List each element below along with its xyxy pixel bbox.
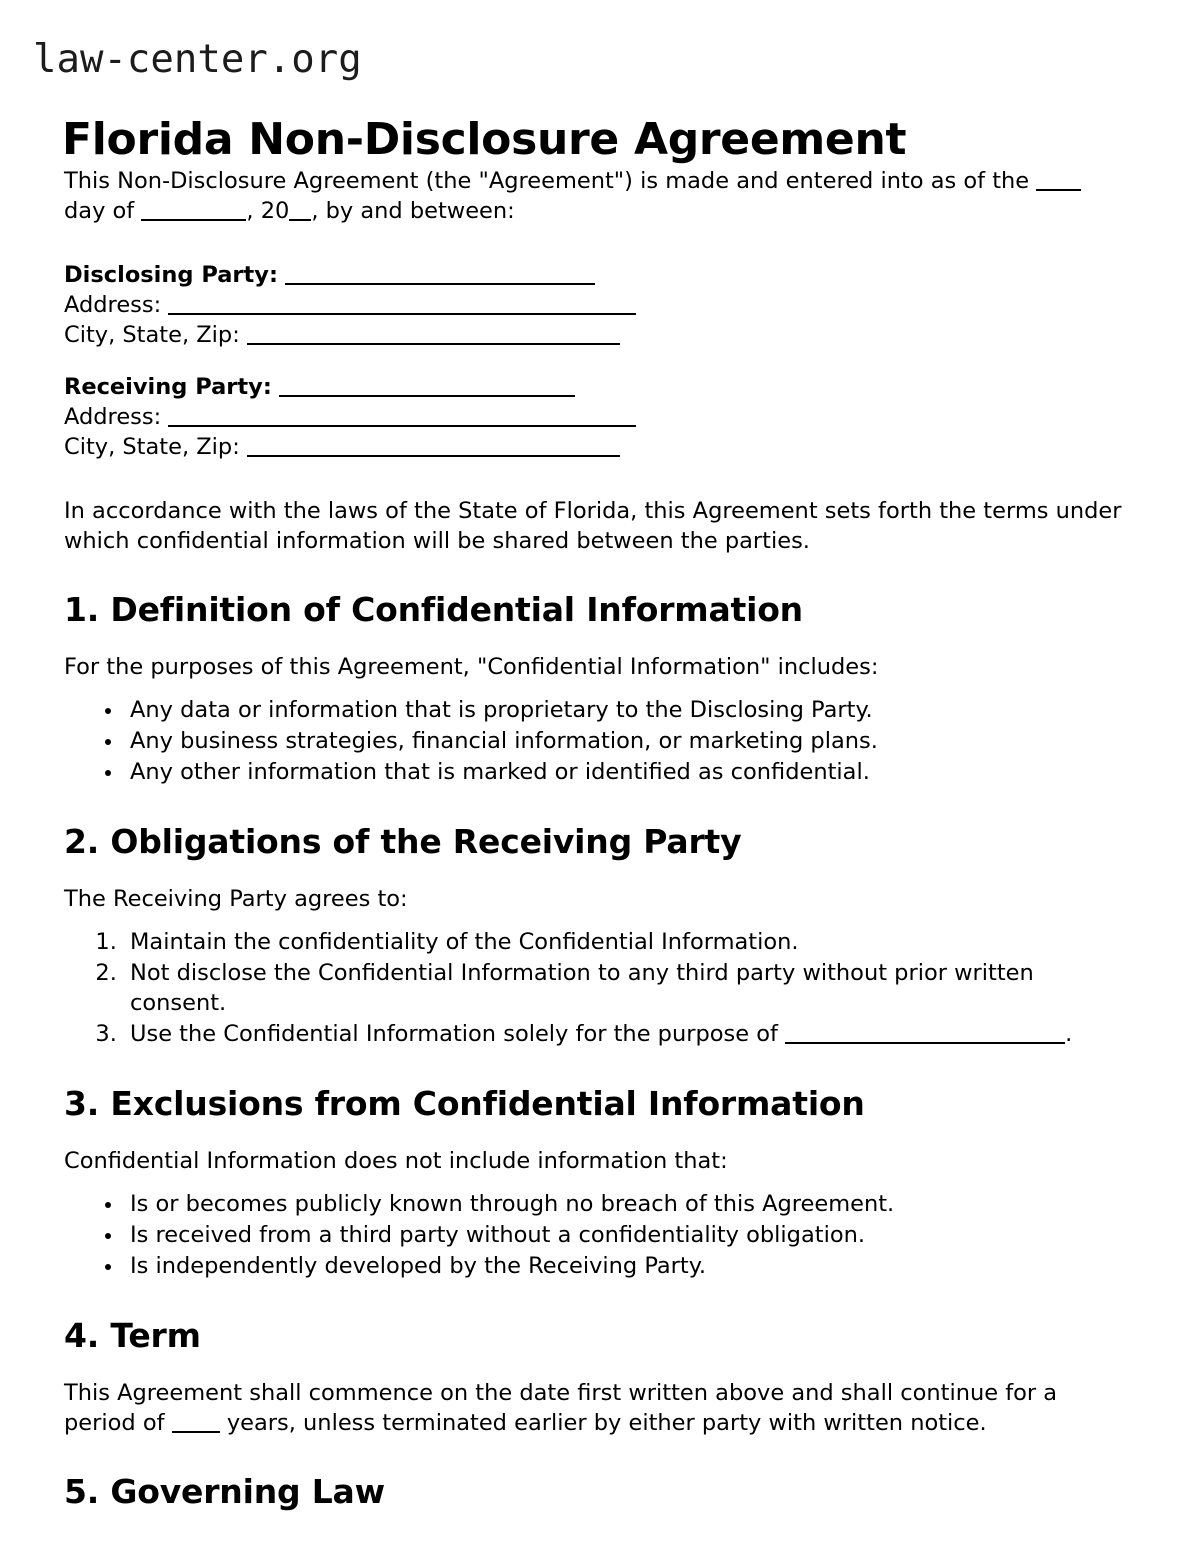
receiving-party-label: Receiving Party: [64,374,272,400]
section-heading-4: 4. Term [64,1316,201,1355]
spacer [64,1438,1122,1472]
term-years-blank[interactable] [172,1409,220,1432]
intro-text-lead: This Non-Disclosure Agreement (the "Agreement") is made and entered into as of the [64,168,1030,194]
section-2-intro: The Receiving Party agrees to: [64,886,408,912]
list-item: • Is independently developed by the Receiving Party. [124,1251,1122,1281]
section-heading-5: 5. Governing Law [64,1472,385,1511]
section-heading-2: 2. Obligations of the Receiving Party [64,822,742,861]
year-blank[interactable] [289,197,311,220]
spacer [64,1050,1122,1084]
purpose-blank[interactable] [785,1020,1065,1043]
section-2-list [64,927,1122,1049]
receiving-party-city-row [64,432,1122,462]
receiving-party-block [64,372,1122,462]
spacer [64,462,1122,496]
list-item: • Is or becomes publicly known through no breach of this Agreement. [124,1189,1122,1219]
month-blank[interactable] [141,197,246,220]
spacer [64,1282,1122,1316]
spacer [64,682,1122,695]
list-item: • Is received from a third party without a confidentiality obligation. [124,1220,1122,1250]
receiving-party-address-row [64,402,1122,432]
intro-text-day-of: day of [64,198,135,224]
list-item: 2. Not disclose the Confidential Information to any third party without prior written consent. [124,958,1122,1018]
receiving-party-name-row [64,372,1122,402]
list-item: • Any data or information that is proprietary to the Disclosing Party. [124,695,1122,725]
spacer [64,226,1122,260]
spacer [64,914,1122,927]
disclosing-address-label: Address: [64,292,162,318]
disclosing-party-label: Disclosing Party: [64,262,278,288]
spacer [64,788,1122,822]
intro-text-year-prefix: , 20 [246,198,290,224]
disclosing-party-address-row [64,290,1122,320]
section-3-list [64,1189,1122,1281]
section-heading-3: 3. Exclusions from Confidential Information [64,1084,865,1123]
disclosing-city-label: City, State, Zip: [64,322,240,348]
disclosing-party-name-row [64,260,1122,290]
receiving-address-blank[interactable] [168,403,636,426]
section-3-intro: Confidential Information does not include information that: [64,1148,728,1174]
site-logo: law-center.org [33,37,362,82]
list-item: • Any other information that is marked or identified as confidential. [124,757,1122,787]
receiving-party-name-blank[interactable] [279,373,575,396]
term-text-lead: This Agreement shall commence on the date first written above and shall continue for a period of [64,1380,1058,1436]
disclosing-party-city-row [64,320,1122,350]
spacer [64,630,1122,652]
intro-paragraph [64,166,1122,226]
term-text-tail: years, unless terminated earlier by either party with written notice. [226,1410,987,1436]
spacer [64,1124,1122,1146]
document-body [64,166,1122,1512]
list-item [124,1019,1122,1049]
governing-statement: In accordance with the laws of the State of Florida, this Agreement sets forth the terms under which confidential information will be shared between the parties. [64,498,1122,554]
receiving-city-blank[interactable] [247,433,620,456]
disclosing-party-block [64,260,1122,350]
section-1-intro: For the purposes of this Agreement, "Confidential Information" includes: [64,654,879,680]
section-1-list [64,695,1122,787]
section-4-body [64,1378,1122,1438]
spacer [64,1176,1122,1189]
list-item: 1. Maintain the confidentiality of the Confidential Information. [124,927,1122,957]
page-title: Florida Non-Disclosure Agreement [62,114,907,166]
list-item-text: Use the Confidential Information solely for the purpose of [130,1021,778,1047]
list-item-suffix: . [1065,1021,1073,1047]
spacer [64,556,1122,590]
spacer [64,350,1122,372]
spacer [64,862,1122,884]
section-heading-1: 1. Definition of Confidential Information [64,590,803,629]
receiving-city-label: City, State, Zip: [64,434,240,460]
intro-text-tail: , by and between: [311,198,515,224]
receiving-address-label: Address: [64,404,162,430]
spacer [64,1356,1122,1378]
disclosing-city-blank[interactable] [247,321,620,344]
day-blank[interactable] [1036,167,1081,190]
list-item: • Any business strategies, financial information, or marketing plans. [124,726,1122,756]
disclosing-address-blank[interactable] [168,291,636,314]
disclosing-party-name-blank[interactable] [285,261,595,284]
